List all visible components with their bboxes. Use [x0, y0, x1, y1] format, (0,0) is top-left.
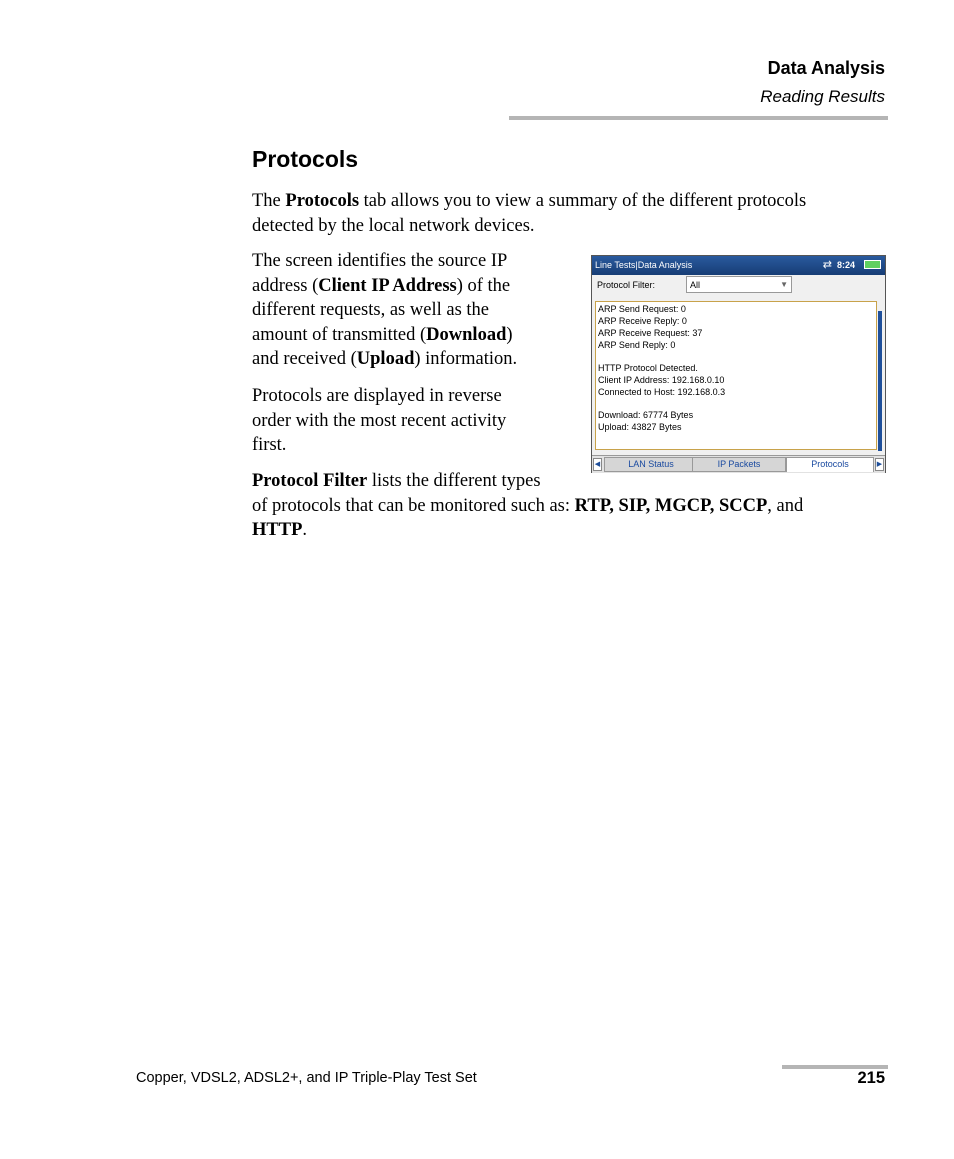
output-line: Upload: 43827 Bytes: [598, 422, 682, 432]
tab-scroll-right-icon[interactable]: ▶: [875, 458, 884, 471]
device-clock: 8:24: [836, 260, 855, 270]
text: amount of transmitted (: [252, 324, 427, 345]
text: tab allows you to view a summary of the different protocols: [359, 191, 807, 211]
output-line: Connected to Host: 192.168.0.3: [598, 387, 726, 397]
chevron-down-icon: ▼: [780, 280, 788, 289]
protocol-filter-label: Protocol Filter:: [597, 280, 656, 290]
device-screenshot: [591, 255, 886, 473]
device-title-bar: [592, 256, 885, 275]
text: Protocols are displayed in reverse: [252, 386, 502, 406]
tab-lan-status[interactable]: LAN Status: [604, 457, 698, 472]
text: ) of the: [456, 275, 511, 296]
page-number: 215: [857, 1069, 885, 1087]
device-title: Line Tests|Data Analysis: [595, 260, 693, 270]
text: address (: [252, 275, 319, 296]
running-header-chapter: Data Analysis: [767, 58, 885, 78]
text: order with the most recent activity: [252, 410, 507, 431]
output-line: ARP Receive Reply: 0: [598, 316, 687, 326]
protocol-output-box: [595, 301, 877, 450]
tab-protocols[interactable]: Protocols: [786, 457, 874, 472]
bold-term: HTTP: [252, 520, 303, 540]
tab-scroll-left-icon[interactable]: ◀: [593, 458, 602, 471]
output-line: ARP Receive Request: 37: [598, 328, 703, 338]
bold-term: RTP, SIP, MGCP, SCCP: [574, 495, 768, 516]
text: .: [302, 520, 307, 540]
battery-icon: [864, 260, 881, 269]
output-line: Client IP Address: 192.168.0.10: [598, 375, 725, 385]
network-icon: ⇄: [822, 259, 832, 271]
text: and received (: [252, 349, 357, 369]
text: first.: [252, 435, 287, 455]
output-line: Download: 67774 Bytes: [598, 410, 694, 420]
output-line: ARP Send Request: 0: [598, 304, 686, 314]
header-rule: [509, 116, 888, 120]
intro-paragraph: [252, 189, 806, 238]
protocol-filter-select[interactable]: [686, 276, 792, 293]
text: The: [252, 191, 286, 211]
protocol-filter-value: All: [690, 280, 701, 290]
bold-term: Upload: [356, 349, 415, 369]
text: ) information.: [414, 349, 518, 369]
bold-term: Download: [426, 324, 507, 345]
text: of protocols that can be monitored such as:: [252, 495, 575, 516]
text: lists the different types: [367, 471, 541, 491]
text: different requests, as well as the: [252, 300, 489, 320]
description-paragraph: [252, 249, 517, 372]
filter-paragraph: [252, 469, 803, 543]
text: The screen identifies the source IP: [252, 251, 508, 271]
bold-term: Client IP Address: [318, 275, 457, 296]
bold-term: Protocols: [285, 191, 360, 211]
output-scrollbar[interactable]: [878, 311, 882, 451]
output-line: HTTP Protocol Detected.: [598, 363, 698, 373]
running-header-section: Reading Results: [760, 87, 885, 106]
text: ): [506, 324, 513, 345]
device-tab-bar: [592, 455, 885, 473]
section-heading: Protocols: [252, 146, 359, 172]
tab-ip-packets[interactable]: IP Packets: [692, 457, 786, 472]
output-line: ARP Send Reply: 0: [598, 340, 676, 350]
bold-term: Protocol Filter: [252, 471, 368, 491]
footer-product-name: Copper, VDSL2, ADSL2+, and IP Triple-Play Test Set: [136, 1070, 477, 1086]
order-paragraph: [252, 384, 506, 458]
text: detected by the local network devices.: [252, 215, 535, 236]
text: , and: [767, 495, 804, 516]
